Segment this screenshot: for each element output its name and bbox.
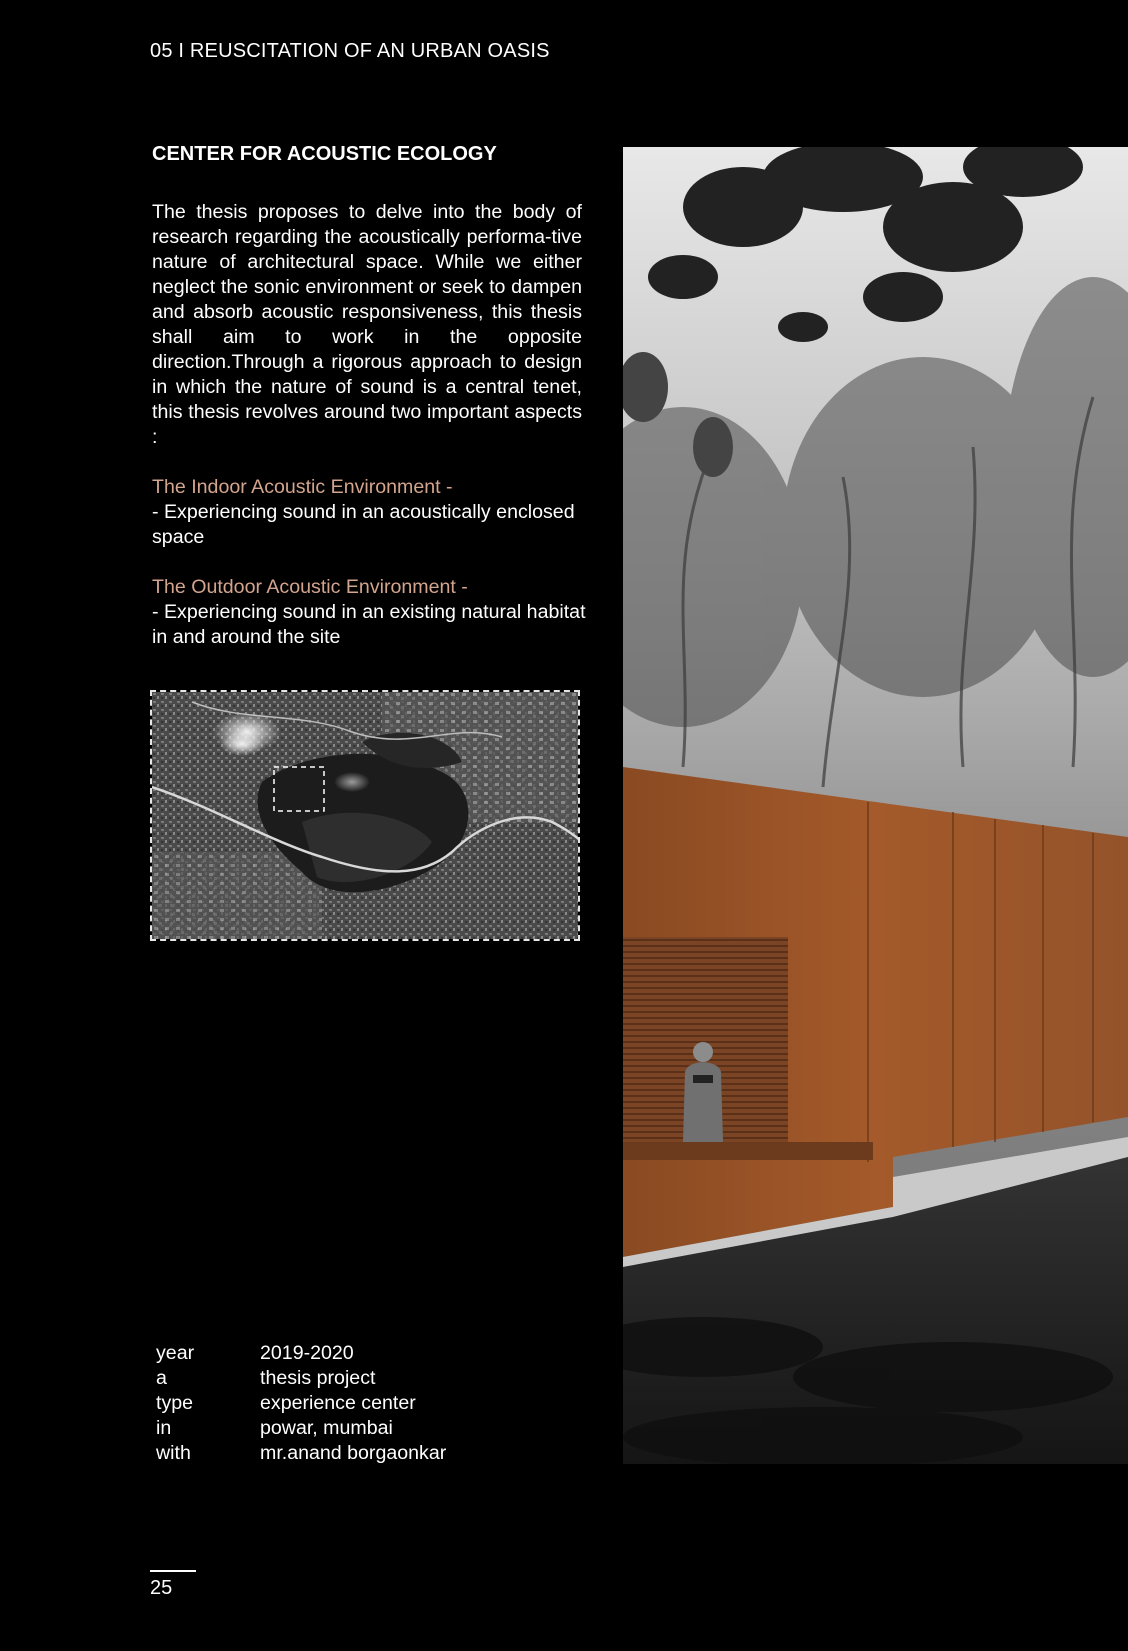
- info-key: in: [156, 1417, 172, 1439]
- info-key: type: [156, 1392, 194, 1414]
- aspect-indoor: [152, 475, 592, 550]
- aspect-title: The Outdoor Acoustic Environment -: [152, 576, 468, 598]
- satellite-map-image: [152, 692, 580, 941]
- aspect-description: - Experiencing sound in an acoustically enclosed space: [152, 501, 575, 548]
- info-value: 2019-2020: [260, 1342, 354, 1364]
- aspect-outdoor: [152, 575, 592, 650]
- info-key: a: [156, 1367, 167, 1389]
- info-value: thesis project: [260, 1367, 376, 1389]
- architectural-render: [623, 147, 1128, 1464]
- info-row: [156, 1441, 446, 1466]
- project-info-table: [156, 1341, 446, 1466]
- info-value: mr.anand borgaonkar: [260, 1442, 447, 1464]
- page-number: 25: [150, 1577, 173, 1599]
- aspect-description: - Experiencing sound in an existing natural habitat in and around the site: [152, 601, 586, 648]
- project-description: [152, 200, 582, 450]
- info-key: year: [156, 1342, 195, 1364]
- info-row: [156, 1366, 446, 1391]
- info-row: [156, 1416, 446, 1441]
- description-paragraph: The thesis proposes to delve into the body of research regarding the acoustically performa-tive nature of architectural space. While we either neglect the sonic environment or seek to dampen and absorb acoustic responsiveness, this thesis shall aim to work in the opposite direction.Through a rigorous approach to design in which the nature of sound is a central tenet, this thesis revolves around two important aspects :: [152, 201, 582, 448]
- info-value: experience center: [260, 1392, 416, 1414]
- page-number-rule: [150, 1570, 196, 1572]
- info-value: powar, mumbai: [260, 1417, 393, 1439]
- section-header: 05 I REUSCITATION OF AN URBAN OASIS: [150, 40, 550, 62]
- aspect-title: The Indoor Acoustic Environment -: [152, 476, 453, 498]
- info-key: with: [156, 1442, 191, 1464]
- render-image: [623, 147, 1128, 1464]
- site-satellite-map: [150, 690, 580, 941]
- project-title: CENTER FOR ACOUSTIC ECOLOGY: [152, 143, 497, 165]
- info-row: [156, 1391, 446, 1416]
- info-row: [156, 1341, 446, 1366]
